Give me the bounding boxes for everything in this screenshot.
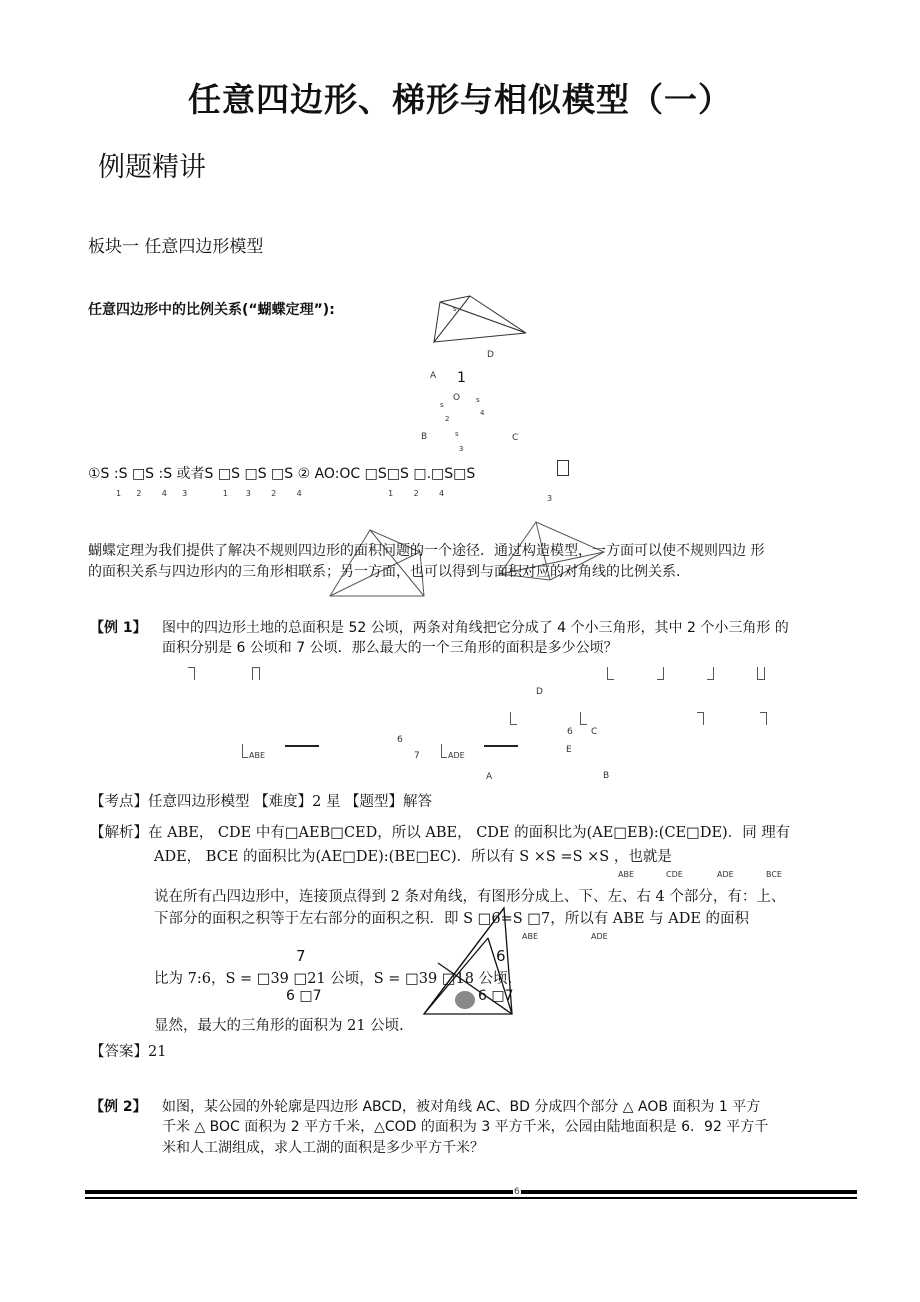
footer-rule: [85, 1190, 857, 1194]
paragraph-line-2: 的面积关系与四边形内的三角形相联系；另一方面，也可以得到与面积对应的对角线的比例关系.: [88, 564, 681, 580]
stray-mark: [697, 712, 704, 725]
solution-sub4-ade: ADE: [591, 932, 608, 941]
paragraph-line-1: 蝴蝶定理为我们提供了解决不规则四边形的面积问题的一个途径．通过构造模型，一方面可以使不规则四边 形: [88, 543, 765, 559]
example-2-question-line-3: 米和人工湖组成，求人工湖的面积是多少平方千米？: [162, 1140, 484, 1156]
fig-label-d: D: [487, 350, 494, 360]
ex1-label-d: D: [536, 687, 543, 697]
stray-mark: [188, 667, 195, 680]
fraction-bar: [285, 745, 319, 747]
placeholder-box: [557, 460, 569, 476]
fig-label-4: 4: [480, 409, 485, 417]
solution-line-4: 下部分的面积之积等于左右部分的面积之积．即 S □6=S □7，所以有 ABE 与 ADE 的面积: [154, 911, 750, 927]
solution-sub-abe: ABE: [618, 870, 635, 879]
ex1-label-num-7: 7: [414, 751, 420, 761]
footer-rule-thin: [85, 1197, 857, 1199]
solution-line-6: 显然，最大的三角形的面积为 21 公顷.: [154, 1018, 404, 1034]
block-heading: 板块一 任意四边形模型: [88, 237, 264, 257]
fig-label-s2: s: [476, 396, 480, 404]
example-1-question-line-2: 面积分别是 6 公顷和 7 公顷．那么最大的一个三角形的面积是多少公顷？: [162, 640, 618, 656]
ex1-label-b: B: [603, 771, 610, 781]
stray-mark: [757, 667, 765, 680]
answer: 【答案】21: [90, 1044, 167, 1060]
stray-mark: [580, 712, 587, 725]
butterfly-formula: ①S :S □S :S 或者S □S □S □S ② AO:OC □S□S □.□S□S: [88, 466, 476, 482]
example-2-question-line-1: 如图，某公园的外轮廓是四边形 ABCD，被对角线 AC、BD 分成四个部分 △ AOB 面积为 1 平方: [162, 1099, 761, 1115]
stray-mark: [707, 667, 714, 680]
formula-subscript-3: 3: [547, 494, 553, 503]
ex1-label-6: 6: [567, 727, 573, 737]
stray-mark: [760, 712, 767, 725]
fig-label-2: 2: [445, 415, 450, 423]
butterfly-figure-top: [428, 296, 528, 346]
example-1-question-line-1: 图中的四边形土地的总面积是 52 公顷，两条对角线把它分成了 4 个小三角形，其中 2 个小三角形 的: [162, 620, 789, 636]
page-title: 任意四边形、梯形与相似模型（一）: [188, 80, 732, 119]
example-1-meta: 【考点】任意四边形模型 【难度】2 星 【题型】解答: [90, 794, 433, 810]
stray-mark: [441, 744, 447, 758]
fig-label-c: C: [512, 433, 519, 443]
solution-sub-bce: BCE: [766, 870, 782, 879]
example-2-tag: 【例 2】: [90, 1099, 147, 1115]
stray-mark: [252, 667, 260, 680]
fig-label-b: B: [421, 432, 428, 442]
solution-sub-ade: ADE: [717, 870, 734, 879]
page-number: 6: [514, 1187, 520, 1197]
solution-line-1: 【解析】在 ABE， CDE 中有□AEB□CED，所以 ABE， CDE 的面积比为(AE□EB):(CE□DE)．同 理有: [90, 825, 791, 841]
solution-line-3: 说在所有凸四边形中，连接顶点得到 2 条对角线，有图形分成上、下、左、右 4 个部分，有：上、: [154, 889, 786, 905]
fig-label-s: s: [453, 305, 457, 313]
solution-sub4-abe: ABE: [522, 932, 539, 941]
fraction-denominator-2: 6 □7: [478, 988, 514, 1004]
ex1-label-num-6: 6: [397, 735, 403, 745]
solution-line-5: 比为 7:6，S = □39 □21 公顷，S = □39 □18 公顷.: [154, 971, 513, 987]
fraction-numerator-2: 6: [496, 947, 506, 965]
formula-subscripts: 1 2 4 3 1 3 2 4 1 2 4: [116, 489, 445, 498]
stray-mark: [242, 744, 248, 758]
ex1-label-e: E: [566, 745, 572, 755]
fraction-bar: [484, 745, 518, 747]
solution-line-2: ADE， BCE 的面积比为(AE□DE):(BE□EC)．所以有 S ×S =S ×S ，也就是: [154, 849, 672, 865]
ex1-label-ade: ADE: [448, 751, 465, 760]
example-2-question-line-2: 千米 △ BOC 面积为 2 平方千米，△COD 的面积为 3 平方千米，公园由陆地面积是 6．92 平方千: [162, 1119, 769, 1135]
fig-label-a: A: [430, 371, 437, 381]
example-1-tag: 【例 1】: [90, 620, 147, 636]
fig-label-1: 1: [457, 370, 466, 386]
fig-label-o: O: [453, 393, 461, 403]
solution-sub-cde: CDE: [666, 870, 683, 879]
fig-label-s1: s: [440, 401, 444, 409]
stray-mark: [607, 667, 614, 680]
fig-label-3: 3: [459, 445, 464, 453]
fig-label-s3: s: [455, 430, 459, 438]
stray-mark: [657, 667, 664, 680]
ex1-label-c: C: [591, 727, 598, 737]
fraction-numerator-1: 7: [296, 947, 306, 965]
ex1-label-a: A: [486, 772, 493, 782]
ex1-label-abe: ABE: [249, 751, 266, 760]
stray-mark: [510, 712, 517, 725]
fraction-denominator-1: 6 □7: [286, 988, 322, 1004]
section-heading: 例题精讲: [98, 152, 206, 183]
intro-heading: 任意四边形中的比例关系(“蝴蝶定理”):: [88, 302, 335, 318]
